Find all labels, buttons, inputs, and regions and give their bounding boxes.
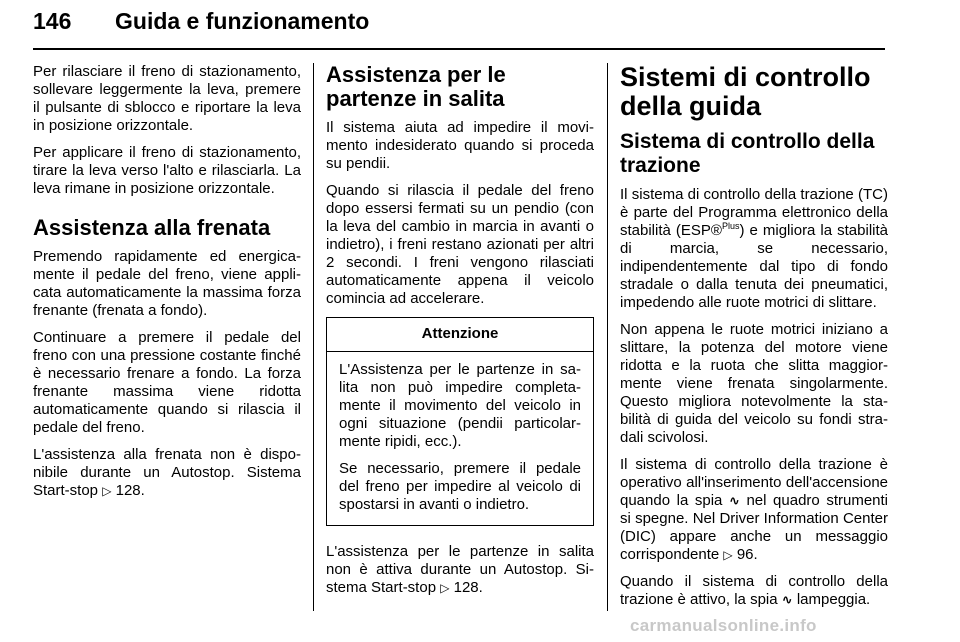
paragraph-text: ) e migliora la stabilità di marcia, se necessario, indipendentemente dal tipo di fondo stradale o dalla tenuta dei pneumatici, impedendo alle ruote motrici di slittare. [620, 222, 889, 311]
paragraph: Quando si rilascia il pedale del freno dopo essersi fermati su un pendio (con la leva del cambio in marcia in avanti o indietro), i freni restano azionati per altri 2 secondi. I freni vengono rilasciati automaticamente appena il veicolo comincia ad accelerare. [326, 182, 594, 307]
superscript: Plus [721, 221, 740, 231]
reference-arrow-icon: ▷ [723, 548, 733, 562]
paragraph: Il sistema aiuta ad impedire il movimento indesiderato quando si proceda su pendii. [326, 119, 594, 172]
page-reference[interactable]: 96. [736, 546, 758, 563]
paragraph [620, 573, 888, 609]
paragraph-text: L'assistenza per le partenze in salita non è attiva durante un Autostop. Sistema Start-stop [326, 543, 594, 596]
paragraph [326, 543, 594, 597]
section-title: Guida e funzionamento [115, 8, 370, 34]
paragraph-text: Il sistema di controllo della trazione (TC) è parte del Programma elettronico della stabilità (ESP® [620, 186, 888, 239]
paragraph: Per rilasciare il freno di stazionamento, sollevare leggermente la leva, premere il pulsante di sblocco e riportare la leva in posizione orizzontale. [33, 63, 301, 134]
paragraph: Premendo rapidamente ed energicamente il pedale del freno, viene applicata automaticamente la massima forza frenante (frenata a fondo). [33, 248, 301, 319]
warning-box [326, 317, 594, 526]
paragraph-text: Il sistema di controllo della trazione è operativo all'inserimento dell'accensione quando la spia [620, 456, 888, 509]
paragraph [620, 456, 888, 564]
watermark: carmanualsonline.info [630, 616, 817, 635]
traction-control-lamp-icon: ∿ [781, 592, 793, 607]
page-header [33, 8, 885, 50]
page-number: 146 [33, 8, 72, 34]
column-3 [620, 63, 888, 618]
reference-arrow-icon: ▷ [440, 581, 450, 595]
page-reference[interactable]: 128. [453, 579, 483, 596]
warning-paragraph: Se necessario, premere il pedale del freno per impedire al veicolo di spostarsi in avanti o indietro. [339, 460, 581, 513]
paragraph [620, 186, 888, 312]
warning-paragraph: L'Assistenza per le partenze in salita non può impedire completamente il movimento del veicolo in ogni situazione (pendii particolarmente ripidi, ecc.). [339, 361, 581, 450]
paragraph: Per applicare il freno di stazionamento, tirare la leva verso l'alto e rilasciarla. La leva rimane in posizione orizzontale. [33, 144, 301, 197]
heading-traction-control: Sistema di controllo della trazione [620, 130, 875, 177]
traction-control-lamp-icon: ∿ [728, 493, 740, 508]
paragraph: Non appena le ruote motrici iniziano a slittare, la potenza del motore viene ridotta e la ruota che slitta maggiormente viene frenata singolarmente. Questo migliora notevolmente la stabilità di guida del veicolo su fondi stradali scivolosi. [620, 321, 888, 446]
heading-driving-control-systems: Sistemi di controllo della guida [620, 62, 871, 121]
paragraph-text: Quando il sistema di controllo della trazione è attivo, la spia [620, 573, 888, 608]
paragraph [33, 446, 301, 500]
page-reference[interactable]: 128. [115, 482, 145, 499]
paragraph-text: lampeggia. [796, 591, 871, 608]
column-divider [313, 63, 314, 611]
paragraph-text: L'assistenza alla frenata non è disponibile durante un Autostop. Sistema Start-stop [33, 446, 301, 499]
heading-hill-start-assist: Assistenza per le partenze in salita [326, 62, 506, 111]
paragraph-text: nel quadro strumenti si spegne. Nel Driver Information Center (DIC) appare anche un messaggio corrispondente [620, 492, 888, 563]
paragraph: Continuare a premere il pedale del freno con una pressione costante finché è necessario frenare a fondo. La forza frenante massima viene ridotta automaticamente quando si rilascia il pedale del freno. [33, 329, 301, 436]
warning-title: Attenzione [327, 318, 593, 352]
heading-brake-assist: Assistenza alla frenata [33, 215, 271, 240]
column-divider [607, 63, 608, 611]
column-2 [326, 63, 594, 606]
column-1 [33, 63, 301, 509]
reference-arrow-icon: ▷ [102, 484, 112, 498]
